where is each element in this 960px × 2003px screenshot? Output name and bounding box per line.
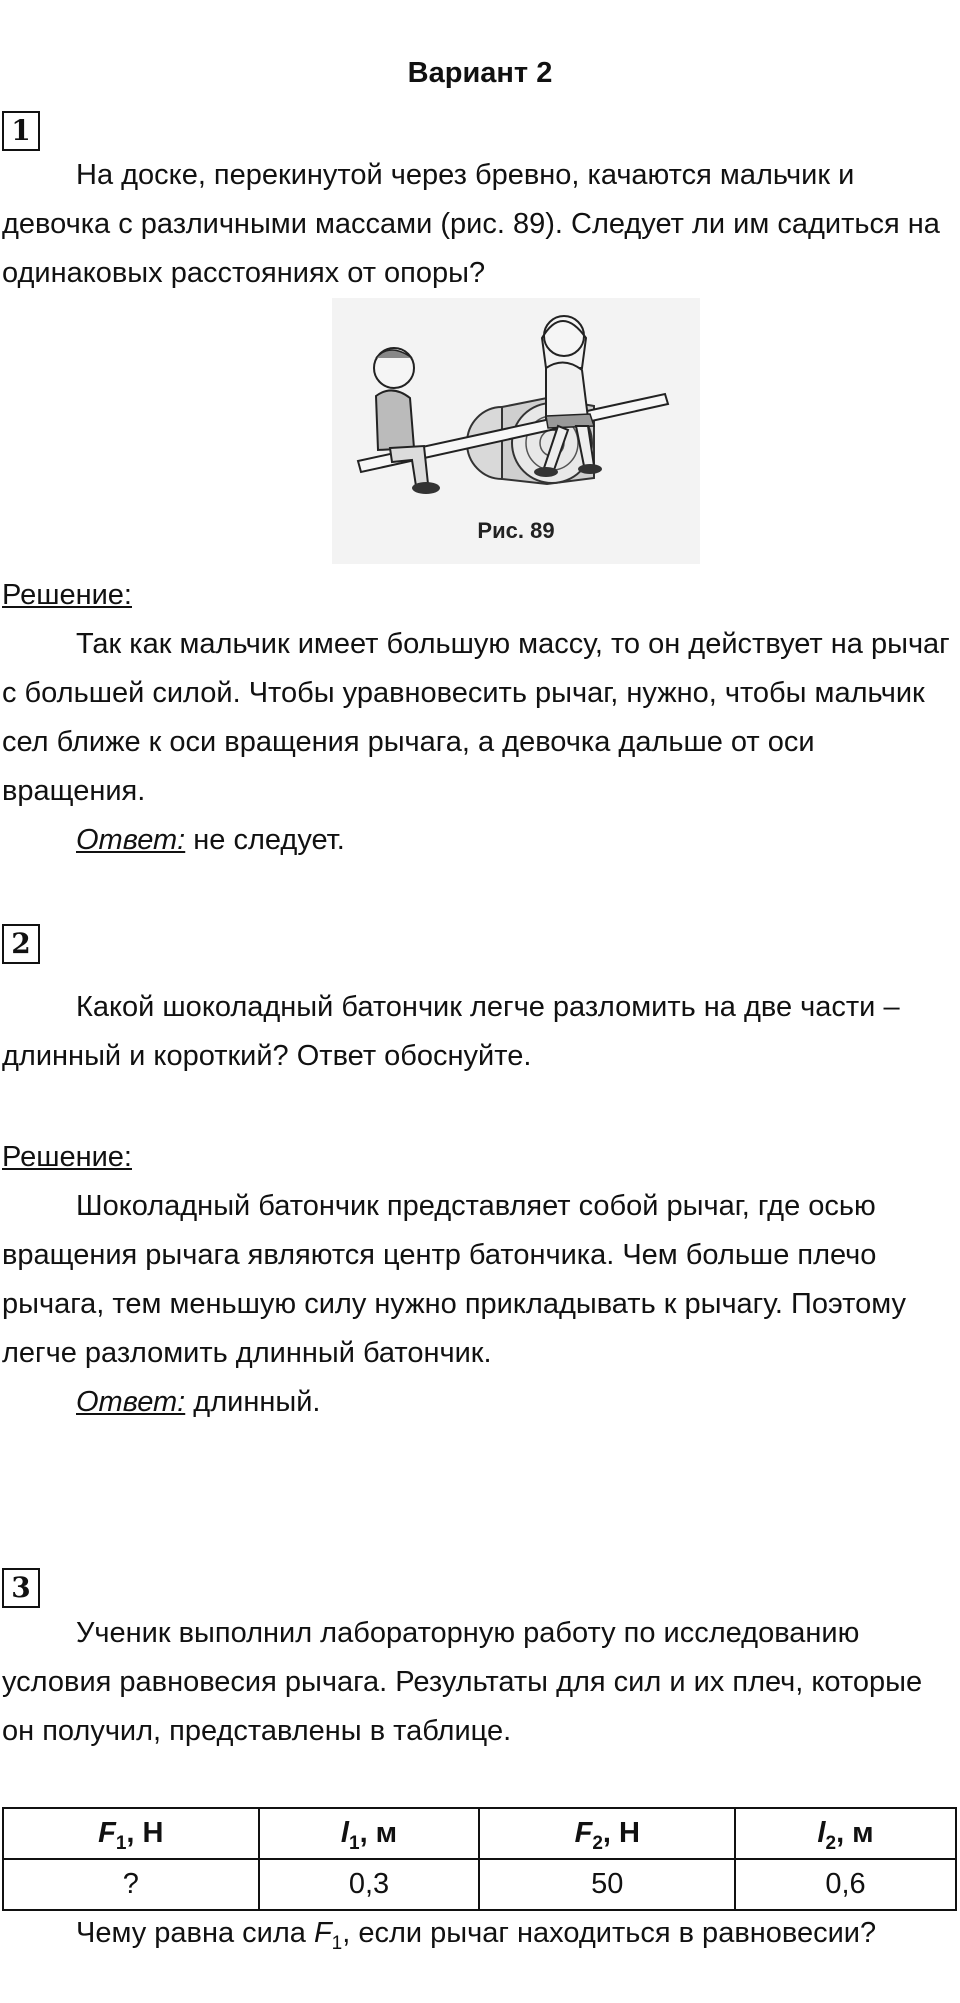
answer-line	[2, 1378, 957, 1427]
answer-label: Ответ:	[76, 824, 186, 856]
page-title: Вариант 2	[407, 57, 553, 89]
task-1-question-text: На доске, перекинутой через бревно, качаются мальчик и девочка с различными массами (рис. 89). Следует ли им садиться на одинаковых расстояниях от опоры?	[2, 159, 940, 289]
figure-caption: Рис. 89	[477, 518, 555, 543]
table-cell: 0,6	[735, 1859, 956, 1910]
task-number-2: 2	[2, 924, 40, 964]
table-header-cell: $F_2$, Н	[479, 1808, 735, 1859]
task-2-question-text: Какой шоколадный батончик легче разломить на две части – длинный и короткий? Ответ обоснуйте.	[2, 991, 900, 1072]
table-row	[3, 1859, 956, 1910]
task-2-question	[2, 983, 957, 1081]
results-table	[2, 1807, 957, 1911]
task-1-solution	[2, 571, 957, 865]
task-1-question	[2, 151, 957, 298]
task-3-followup	[2, 1909, 957, 1958]
answer-label: Ответ:	[76, 1386, 186, 1418]
task-number-1: 1	[2, 111, 40, 151]
solution-text: Так как мальчик имеет большую массу, то он действует на рычаг с большей силой. Чтобы уравновесить рычаг, нужно, чтобы мальчик сел ближе к оси вращения рычага, а девочка дальше от оси вращения.	[2, 628, 950, 807]
task-number-3: 3	[2, 1568, 40, 1608]
answer-line	[2, 816, 957, 865]
table-header-row	[3, 1808, 956, 1859]
table-cell: 50	[479, 1859, 735, 1910]
answer-text: длинный.	[185, 1386, 321, 1418]
table-cell: ?	[3, 1859, 259, 1910]
table-cell: 0,3	[259, 1859, 480, 1910]
task-3-question-text: Ученик выполнил лабораторную работу по исследованию условия равновесия рычага. Результаты для сил и их плеч, которые он получил, представлены в таблице.	[2, 1617, 923, 1747]
solution-label: Решение:	[2, 579, 132, 611]
task-2-solution	[2, 1133, 957, 1427]
table-header-cell: $l_1$, м	[259, 1808, 480, 1859]
solution-text: Шоколадный батончик представляет собой рычаг, где осью вращения рычага являются центр батончика. Чем больше плечо рычага, тем меньшую силу нужно прикладывать к рычагу. Поэтому легче разломить длинный батончик.	[2, 1190, 906, 1369]
table-header-cell: $l_2$, м	[735, 1808, 956, 1859]
table-header-cell: $F_1$, Н	[3, 1808, 259, 1859]
task-3-followup-text: Чему равна сила $F_1$, если рычаг находиться в равновесии?	[76, 1917, 877, 1954]
figure-seesaw	[332, 298, 700, 564]
answer-text: не следует.	[185, 824, 345, 856]
solution-label: Решение:	[2, 1141, 132, 1173]
task-3-question	[2, 1609, 957, 1756]
